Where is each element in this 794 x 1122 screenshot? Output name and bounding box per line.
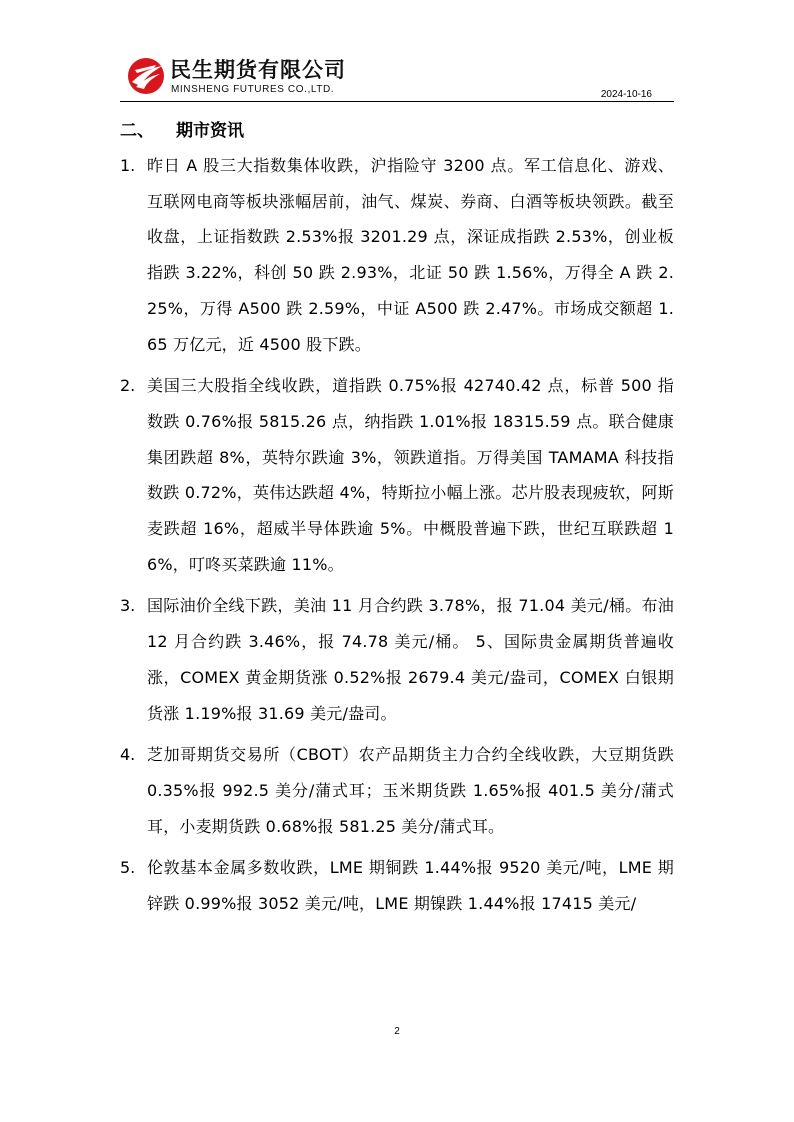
- item-number: 1.: [120, 156, 136, 175]
- list-item: [120, 588, 674, 731]
- item-text: 国际油价全线下跌，美油 11 月合约跌 3.78%，报 71.04 美元/桶。布油 12 月合约跌 3.46%，报 74.78 美元/桶。 5、国际贵金属期货普遍收涨，COMEX 黄金期货涨 0.52%报 2679.4 美元/盎司，COMEX 白银期货涨 1.19%报 31.69 美元/盎司。: [147, 596, 674, 723]
- item-text: 美国三大股指全线收跌，道指跌 0.75%报 42740.42 点，标普 500 指数跌 0.76%报 5815.26 点，纳指跌 1.01%报 18315.59 点。联合健康集团跌超 8%，英特尔跌逾 3%，领跌道指。万得美国 TAMAMA 科技指数跌 0.72%，英伟达跌超 4%，特斯拉小幅上涨。芯片股表现疲软，阿斯麦跌超 16%，超威半导体跌逾 5%。中概股普遍下跌，世纪互联跌超 16%，叮咚买菜跌逾 11%。: [147, 376, 674, 574]
- report-date: 2024-10-16: [600, 89, 652, 100]
- section-heading: [120, 116, 244, 141]
- page-header: [120, 50, 674, 102]
- item-number: 5.: [120, 858, 136, 878]
- page-number: 2: [394, 1026, 400, 1037]
- list-item: [120, 368, 674, 582]
- section-number: 二、: [120, 121, 154, 141]
- item-text: 芝加哥期货交易所（CBOT）农产品期货主力合约全线收跌，大豆期货跌 0.35%报 992.5 美分/蒲式耳；玉米期货跌 1.65%报 401.5 美分/蒲式耳，小麦期货跌 0.68%报 581.25 美分/蒲式耳。: [147, 745, 674, 836]
- minsheng-logo-icon: [126, 56, 166, 96]
- item-number: 4.: [120, 745, 136, 765]
- news-list: [120, 148, 674, 922]
- item-text: 昨日 A 股三大指数集体收跌，沪指险守 3200 点。军工信息化、游戏、互联网电商等板块涨幅居前，油气、煤炭、券商、白酒等板块领跌。截至收盘，上证指数跌 2.53%报 3201.29 点，深证成指跌 2.53%，创业板指跌 3.22%，科创 50 跌 2.93%，北证 50 跌 1.56%，万得全 A 跌 2.25%，万得 A500 跌 2.59%，中证 A500 跌 2.47%。市场成交额超 1.65 万亿元，近 4500 股下跌。: [147, 156, 674, 354]
- list-item: [120, 737, 674, 844]
- item-number: 3.: [120, 596, 136, 616]
- header-divider: [120, 101, 674, 102]
- section-title: 期市资讯: [176, 121, 244, 141]
- list-item: [120, 850, 674, 921]
- company-name-en: MINSHENG FUTURES CO.,LTD.: [171, 84, 335, 95]
- company-name-cn: 民生期货有限公司: [170, 58, 346, 82]
- item-number: 2.: [120, 376, 136, 396]
- item-text: 伦敦基本金属多数收跌，LME 期铜跌 1.44%报 9520 美元/吨，LME 期锌跌 0.99%报 3052 美元/吨，LME 期镍跌 1.44%报 17415 美元/: [147, 858, 674, 914]
- list-item: [120, 148, 674, 362]
